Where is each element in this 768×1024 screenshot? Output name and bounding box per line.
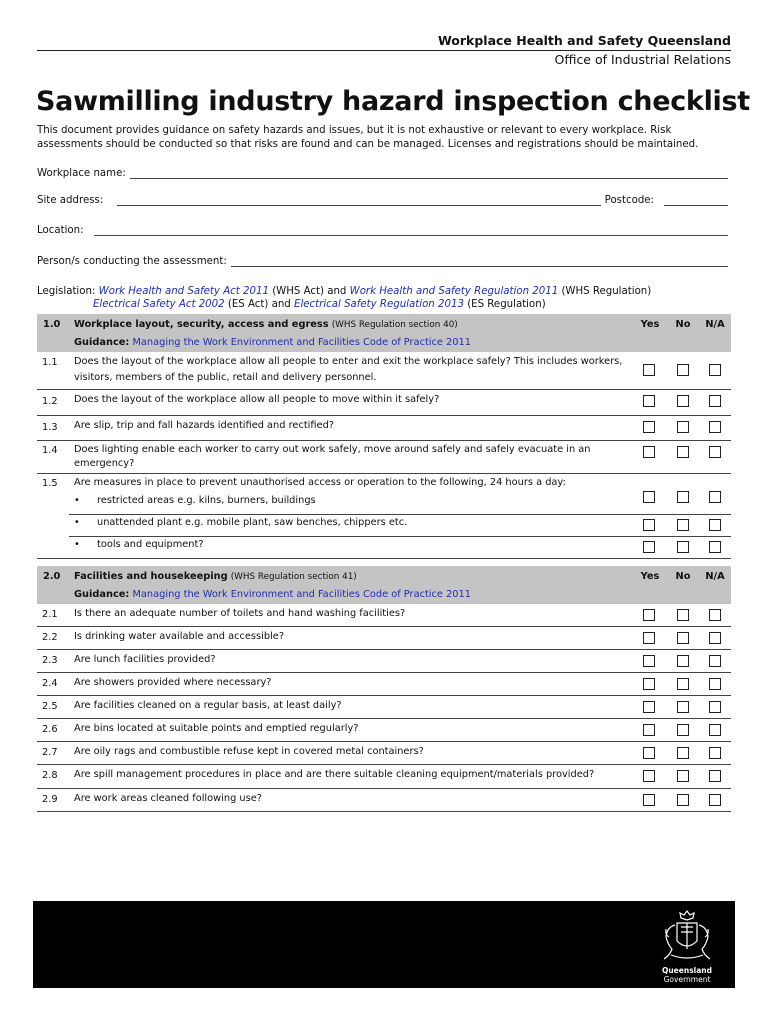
queensland-government-logo: Queensland Government [657,907,717,985]
col-yes: Yes [640,319,660,330]
col-no: No [675,571,691,582]
postcode-label: Postcode: [604,195,654,206]
row-question: Are bins located at suitable points and emptied regularly? [74,723,359,734]
no-checkbox[interactable] [677,794,689,806]
table-row: 1.1 Does the layout of the workplace allow all people to enter and exit the workplace safely? This includes workers, visitors, members of the public, retail and delivery personnel. [37,352,731,390]
no-checkbox[interactable] [677,701,689,713]
list-item: • unattended plant e.g. mobile plant, saw benches, chippers etc. [69,515,731,537]
table-row: 1.4 Does lighting enable each worker to carry out work safely, move around safely and safely evacuate in an emergency? [37,441,731,474]
table-row: 1.3 Are slip, trip and fall hazards identified and rectified? [37,416,731,441]
row-number: 2.6 [42,724,58,735]
yes-checkbox[interactable] [643,446,655,458]
yes-checkbox[interactable] [643,395,655,407]
section-1 [37,314,731,559]
no-checkbox[interactable] [677,395,689,407]
row-number: 2.9 [42,794,58,805]
section-title: Workplace layout, security, access and egress (WHS Regulation section 40) [74,319,458,330]
no-checkbox[interactable] [677,632,689,644]
list-item: • tools and equipment? [69,537,731,557]
footer-band [33,901,735,988]
na-checkbox[interactable] [709,655,721,667]
row-number: 2.7 [42,747,58,758]
row-number: 2.3 [42,655,58,666]
na-checkbox[interactable] [709,678,721,690]
yes-checkbox[interactable] [643,794,655,806]
row-question: Is there an adequate number of toilets and hand washing facilities? [74,608,406,619]
na-checkbox[interactable] [709,541,721,553]
row-question: Are work areas cleaned following use? [74,793,262,804]
no-checkbox[interactable] [677,609,689,621]
row-question: Are spill management procedures in place and are there suitable cleaning equipment/materials provided? [74,769,595,780]
section-header [37,566,731,604]
section-number: 2.0 [43,571,61,582]
na-checkbox[interactable] [709,609,721,621]
workplace-name-label: Workplace name: [37,168,126,179]
na-checkbox[interactable] [709,395,721,407]
yes-checkbox[interactable] [643,632,655,644]
whs-regulation-link[interactable]: Work Health and Safety Regulation 2011 [349,286,559,297]
yes-checkbox[interactable] [643,519,655,531]
table-row [37,696,731,719]
no-checkbox[interactable] [677,724,689,736]
no-checkbox[interactable] [677,446,689,458]
guidance-link[interactable]: Managing the Work Environment and Facilities Code of Practice 2011 [132,589,471,600]
intro-text: This document provides guidance on safety hazards and issues, but it is not exhaustive or relevant to every workplace. Risk assessments should be conducted so that risks are found and can be managed. Licenses and registrations should be maintained. [37,125,699,150]
row-number: 2.1 [42,609,58,620]
table-row [37,789,731,812]
header-org: Workplace Health and Safety Queensland [437,33,731,48]
row-question: Are showers provided where necessary? [74,677,272,688]
row-question: Are oily rags and combustible refuse kept in covered metal containers? [74,746,424,757]
no-checkbox[interactable] [677,678,689,690]
person-field[interactable] [37,256,728,267]
yes-checkbox[interactable] [643,747,655,759]
table-row [37,719,731,742]
workplace-name-field[interactable] [37,168,728,179]
row-question: Are lunch facilities provided? [74,654,216,665]
yes-checkbox[interactable] [643,724,655,736]
table-row: 1.5 Are measures in place to prevent unauthorised access or operation to the following, 24 hours a day: • restricted areas e.g. kilns, burners, buildings • unattended plant e.g. mobile plant, saw benches, chippers etc. • tools and equipment? [37,474,731,559]
header-rule [37,50,731,51]
person-label: Person/s conducting the assessment: [37,256,227,267]
na-checkbox[interactable] [709,446,721,458]
whs-act-link[interactable]: Work Health and Safety Act 2011 [98,286,269,297]
na-checkbox[interactable] [709,364,721,376]
site-address-field[interactable] [37,195,728,206]
page-title: Sawmilling industry hazard inspection checklist [36,86,750,117]
na-checkbox[interactable] [709,747,721,759]
col-na: N/A [705,319,725,330]
location-field[interactable] [37,225,728,236]
table-row [37,627,731,650]
na-checkbox[interactable] [709,632,721,644]
section-header [37,314,731,352]
es-regulation-link[interactable]: Electrical Safety Regulation 2013 [294,298,464,310]
col-na: N/A [705,571,725,582]
no-checkbox[interactable] [677,541,689,553]
yes-checkbox[interactable] [643,701,655,713]
col-no: No [675,319,691,330]
yes-checkbox[interactable] [643,491,655,503]
no-checkbox[interactable] [677,519,689,531]
yes-checkbox[interactable] [643,364,655,376]
table-row: 1.2 Does the layout of the workplace allow all people to move within it safely? [37,390,731,416]
guidance-link[interactable]: Managing the Work Environment and Facilities Code of Practice 2011 [132,337,471,348]
row-question: Is drinking water available and accessible? [74,631,285,642]
no-checkbox[interactable] [677,655,689,667]
row-number: 2.8 [42,770,58,781]
location-label: Location: [37,225,84,236]
na-checkbox[interactable] [709,701,721,713]
table-row [37,673,731,696]
col-yes: Yes [640,571,660,582]
na-checkbox[interactable] [709,770,721,782]
table-row [37,742,731,765]
es-act-link[interactable]: Electrical Safety Act 2002 [93,298,225,310]
site-address-label: Site address: [37,195,104,206]
no-checkbox[interactable] [677,770,689,782]
yes-checkbox[interactable] [643,770,655,782]
section-guidance: Guidance: Managing the Work Environment and Facilities Code of Practice 2011 [74,337,471,348]
crest-icon [657,907,717,965]
na-checkbox[interactable] [709,794,721,806]
row-number: 2.5 [42,701,58,712]
section-title: Facilities and housekeeping (WHS Regulation section 41) [74,571,357,582]
yes-checkbox[interactable] [643,655,655,667]
na-checkbox[interactable] [709,724,721,736]
row-number: 2.2 [42,632,58,643]
header-office: Office of Industrial Relations [554,52,731,67]
section-number: 1.0 [43,319,61,330]
na-checkbox[interactable] [709,519,721,531]
legislation: Legislation: Work Health and Safety Act 2011 (WHS Act) and Work Health and Safety Regulation 2011 (WHS Regulation) Electrical Safety Act 2002 (ES Act) and Electrical Safety Regulation 2013 (ES Regulation) [37,286,652,310]
na-checkbox[interactable] [709,491,721,503]
yes-checkbox[interactable] [643,609,655,621]
no-checkbox[interactable] [677,421,689,433]
yes-checkbox[interactable] [643,678,655,690]
row-number: 2.4 [42,678,58,689]
no-checkbox[interactable] [677,747,689,759]
no-checkbox[interactable] [677,364,689,376]
yes-checkbox[interactable] [643,421,655,433]
section-2 [37,566,731,812]
na-checkbox[interactable] [709,421,721,433]
no-checkbox[interactable] [677,491,689,503]
postcode-field[interactable] [664,195,728,206]
table-row [37,650,731,673]
table-row [37,604,731,627]
section-guidance: Guidance: Managing the Work Environment and Facilities Code of Practice 2011 [74,589,471,600]
yes-checkbox[interactable] [643,541,655,553]
row-question: Are facilities cleaned on a regular basis, at least daily? [74,700,342,711]
list-item: • restricted areas e.g. kilns, burners, buildings [69,493,731,515]
table-row [37,765,731,789]
